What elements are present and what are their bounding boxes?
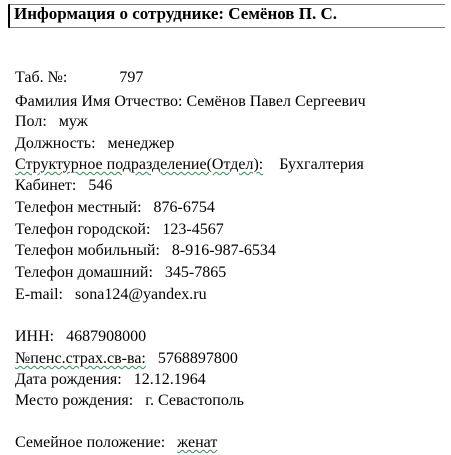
field-value: женат xyxy=(177,434,218,451)
field-gender[interactable] xyxy=(15,112,88,132)
field-phone-local[interactable] xyxy=(15,198,215,218)
field-value: 546 xyxy=(88,177,113,194)
document-title[interactable]: Информация о сотруднике: Семёнов П. С. xyxy=(14,4,337,23)
field-marital[interactable] xyxy=(15,433,217,453)
field-value: 345-7865 xyxy=(164,264,227,281)
field-department[interactable] xyxy=(15,155,364,175)
field-inn[interactable] xyxy=(15,327,146,347)
field-label: ИНН: xyxy=(15,328,55,345)
field-phone-home[interactable] xyxy=(15,263,226,283)
text-cursor xyxy=(9,4,10,28)
field-label: №пенс.страх.св-ва: xyxy=(15,350,146,367)
field-value: 123-4567 xyxy=(162,221,224,238)
field-email[interactable] xyxy=(15,285,207,305)
field-phone-mobile[interactable] xyxy=(15,241,276,261)
field-label: Структурное подразделение(Отдел): xyxy=(15,156,264,173)
field-value: муж xyxy=(58,113,88,130)
field-label: Кабинет: xyxy=(15,177,77,194)
field-value: 4687908000 xyxy=(66,328,147,345)
field-position[interactable] xyxy=(15,134,174,154)
field-value: менеджер xyxy=(107,135,175,152)
field-pension[interactable] xyxy=(15,349,238,369)
field-phone-city[interactable] xyxy=(15,220,224,240)
field-label: Фамилия Имя Отчество: xyxy=(15,93,183,110)
field-value: 5768897800 xyxy=(157,350,238,367)
field-birth-date[interactable] xyxy=(15,370,206,390)
field-birth-place[interactable] xyxy=(15,391,244,411)
field-label: Телефон мобильный: xyxy=(15,242,160,259)
field-value: sona124@yandex.ru xyxy=(74,286,207,303)
field-label: E-mail: xyxy=(15,286,63,303)
field-label: Место рождения: xyxy=(15,392,134,409)
field-label: Семейное положение: xyxy=(15,434,166,451)
field-value: Бухгалтерия xyxy=(279,156,364,173)
field-value: 797 xyxy=(119,69,144,86)
field-label: Таб. №: xyxy=(15,69,68,86)
field-value: 12.12.1964 xyxy=(133,371,206,388)
field-full-name[interactable] xyxy=(15,92,366,112)
field-value: Семёнов Павел Сергеевич xyxy=(186,93,366,110)
field-value: 8-916-987-6534 xyxy=(171,242,276,259)
field-office[interactable] xyxy=(15,176,112,196)
field-label: Телефон домашний: xyxy=(15,264,153,281)
field-label: Телефон местный: xyxy=(15,199,142,216)
field-label: Должность: xyxy=(15,135,96,152)
field-label: Телефон городской: xyxy=(15,221,151,238)
field-label: Дата рождения: xyxy=(15,371,122,388)
field-label: Пол: xyxy=(15,113,47,130)
field-tab-no[interactable] xyxy=(15,68,143,88)
field-value: 876-6754 xyxy=(153,199,215,216)
field-value: г. Севастополь xyxy=(145,392,244,409)
